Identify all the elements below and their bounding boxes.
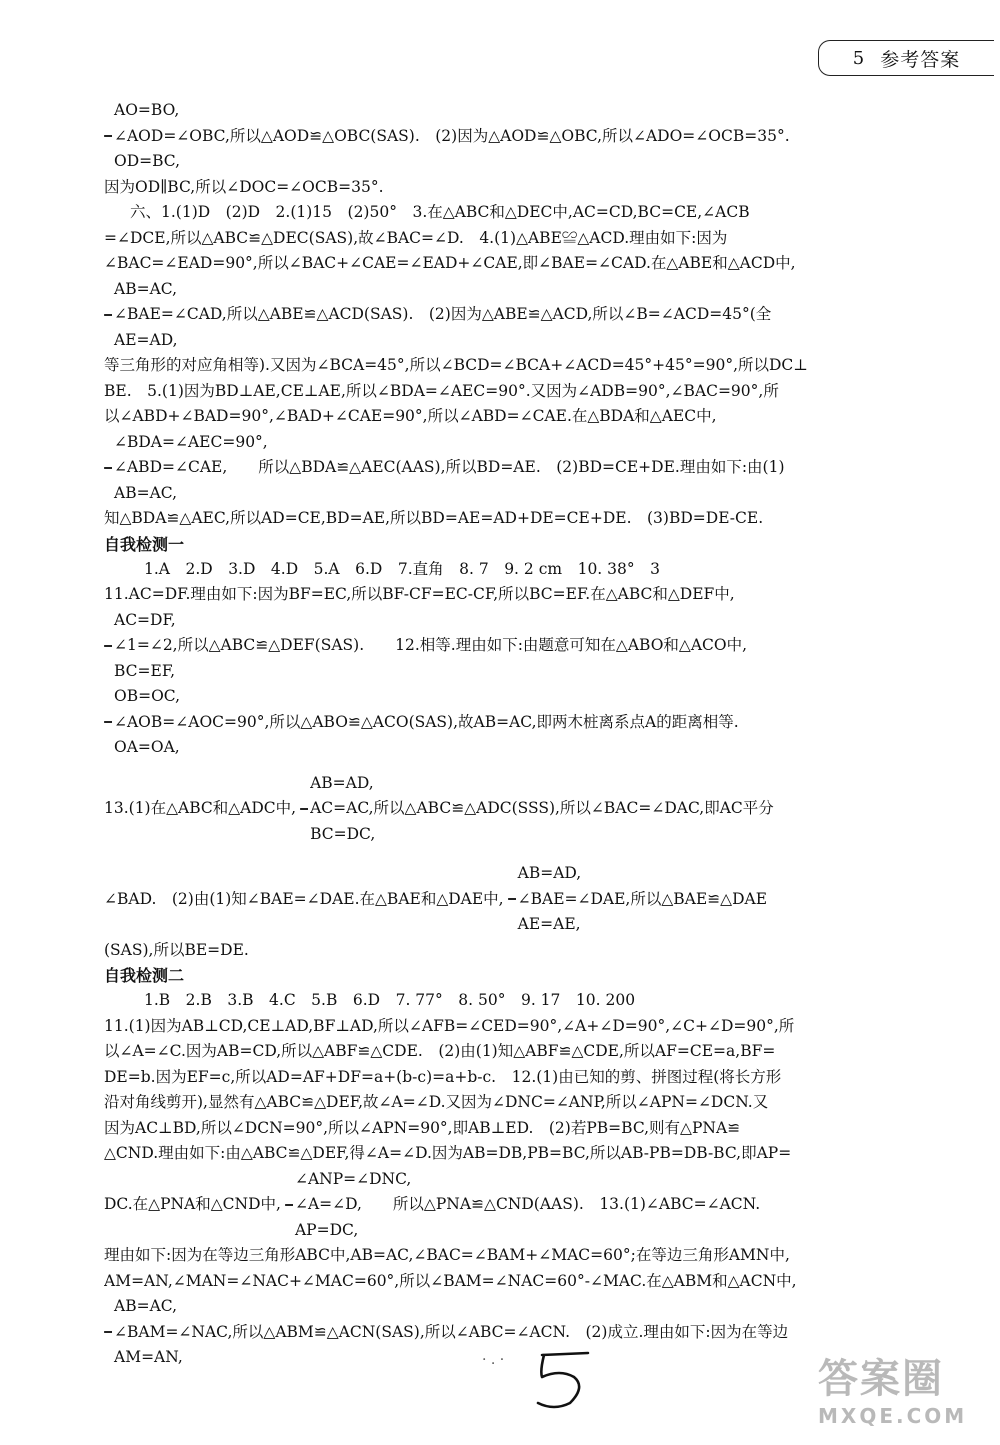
left-brace [285,1204,293,1206]
text-line: 11.(1)因为AB⊥CD,CE⊥AD,BF⊥AD,所以∠AFB=∠CED=90°,∠A+∠D=90°,∠C+∠D=90°,所 [104,1016,795,1035]
system-row: AE=AD, [114,330,178,349]
section-heading: 自我检测二 [104,966,185,985]
system-row: AC=AC,所以△ABC≌△ADC(SSS),所以∠BAC=∠DAC,即AC平分 [310,799,774,817]
system-row: ∠ABD=∠CAE, 所以△BDA≌△AEC(AAS),所以BD=AE. (2)BD=CE+DE.理由如下:由(1) [114,458,785,476]
system-row: OD=BC, [114,152,181,170]
left-brace [104,314,112,316]
system-prefix: DC.在△PNA和△CND中, [104,1195,281,1213]
system-row: ∠AOB=∠AOC=90°,所以△ABO≌△ACO(SAS),故AB=AC,即两木桩离系点A的距离相等. [114,712,739,731]
text-line: (SAS),所以BE=DE. [104,940,249,959]
section-heading: 自我检测一 [104,534,185,554]
system-row: AB=AD, [517,864,582,882]
text-line: 以∠ABD+∠BAD=90°,∠BAD+∠CAE=90°,所以∠ABD=∠CAE.在△BDA和△AEC中, [104,407,717,425]
system-row: ∠ANP=∠DNC, [294,1169,412,1188]
text-line: 知△BDA≌△AEC,所以AD=CE,BD=AE,所以BD=AE=AD+DE=CE+DE. (3)BD=DE-CE. [104,509,764,527]
system-row: AB=AC, [114,279,177,298]
left-brace [104,1331,112,1333]
system-row: ∠BAE=∠DAE,所以△BAE≌△DAE [517,889,768,908]
handwritten-page-number [530,1345,610,1415]
page-title: 参考答案 [880,48,961,71]
system-row: AB=AC, [114,1297,177,1315]
system-row: AB=AC, [114,483,177,502]
system-row: ∠BDA=∠AEC=90°, [114,432,268,451]
text-line: 1.A 2.D 3.D 4.D 5.A 6.D 7.直角 8. 7 9. 2 cm 10. 38° 3 [144,559,660,578]
system-prefix: ∠BAD. (2)由(1)知∠BAE=∠DAE.在△BAE和△DAE中, [104,889,504,908]
text-line: 沿对角线剪开),显然有△ABC≌△DEF,故∠A=∠D.又因为∠DNC=∠ANP,所以∠APN=∠DCN.又 [104,1093,769,1111]
system-row: AC=DF, [114,610,176,629]
left-brace [104,135,112,137]
system-row: BC=EF, [114,661,176,680]
system-row: ∠BAM=∠NAC,所以△ABM≌△ACN(SAS),所以∠ABC=∠ACN. (2)成立.理由如下:因为在等边 [114,1322,789,1341]
watermark-url: MXQE.COM [818,1404,968,1428]
text-line: 因为OD∥BC,所以∠DOC=∠OCB=35°. [104,177,384,196]
page-number: 5 [852,47,865,69]
system-row: AB=AD, [310,773,374,792]
equation-system [104,98,932,175]
text-line: 以∠A=∠C.因为AB=CD,所以△ABF≌△CDE. (2)由(1)知△ABF≌△CDE,所以AF=CE=a,BF= [104,1042,776,1060]
equation-system [104,430,932,507]
equation-system [104,1167,932,1244]
left-brace [508,898,516,900]
watermark [818,1355,988,1435]
text-line: ∠BAC=∠EAD=90°,所以∠BAC+∠CAE=∠EAD+∠CAE,即∠BAE=∠CAD.在△ABE和△ACD中, [104,254,796,272]
text-line: AM=AN,∠MAN=∠NAC+∠MAC=60°,所以∠BAM=∠NAC=60°-∠MAC.在△ABM和△ACN中, [104,1271,797,1290]
left-brace [104,645,112,647]
left-brace [300,808,308,810]
system-row: BC=DC, [310,824,376,843]
text-line: DE=b.因为EF=c,所以AD=AF+DF=a+(b-c)=a+b-c. 12.(1)由已知的剪、拼图过程(将长方形 [104,1067,782,1086]
left-brace [104,467,112,469]
text-line: 等三角形的对应角相等).又因为∠BCA=45°,所以∠BCD=∠BCA+∠ACD=45°+45°=90°,所以DC⊥ [104,356,808,374]
system-row: AO=BO, [114,101,180,119]
text-line: BE. 5.(1)因为BD⊥AE,CE⊥AE,所以∠BDA=∠AEC=90°.又因为∠ADB=90°,∠BAC=90°,所 [104,381,779,400]
system-prefix: 13.(1)在△ABC和△ADC中, [104,799,297,817]
text-line: =∠DCE,所以△ABC≌△DEC(SAS),故∠BAC=∠D. 4.(1)△ABE≌△ACD.理由如下:因为 [104,228,728,247]
system-row: AP=DC, [294,1220,359,1239]
equation-system [104,771,932,848]
text-line: 因为AC⊥BD,所以∠DCN=90°,所以∠APN=90°,即AB⊥ED. (2)若PB=BC,则有△PNA≌ [104,1118,741,1137]
system-row: OA=OA, [114,738,180,756]
system-row: ∠A=∠D, 所以△PNA≌△CND(AAS). 13.(1)∠ABC=∠ACN. [294,1195,761,1213]
text-line: 11.AC=DF.理由如下:因为BF=EC,所以BF-CF=EC-CF,所以BC=EF.在△ABC和△DEF中, [104,585,735,603]
system-row: AE=AE, [517,915,581,933]
scan-dots: · . · [482,1352,505,1368]
equation-system [104,277,932,354]
left-brace [104,721,112,723]
system-row: AM=AN, [114,1348,183,1366]
text-line: 六、1.(1)D (2)D 2.(1)15 (2)50° 3.在△ABC和△DEC中,AC=CD,BC=CE,∠ACB [130,203,750,221]
system-row: OB=OC, [114,687,181,705]
equation-system [104,684,932,761]
equation-system [104,861,932,938]
watermark-logo: 答案圈 [818,1356,944,1402]
equation-system [104,1294,932,1371]
system-row: ∠AOD=∠OBC,所以△AOD≌△OBC(SAS). (2)因为△AOD≌△OBC,所以∠ADO=∠OCB=35°. [114,126,790,145]
text-line: 理由如下:因为在等边三角形ABC中,AB=AC,∠BAC=∠BAM+∠MAC=60°;在等边三角形AMN中, [104,1246,790,1264]
answer-content [104,98,932,1371]
text-line: 1.B 2.B 3.B 4.C 5.B 6.D 7. 77° 8. 50° 9. 17 10. 200 [144,991,636,1009]
page-header [818,40,994,76]
system-row: ∠1=∠2,所以△ABC≌△DEF(SAS). 12.相等.理由如下:由题意可知在△ABO和△ACO中, [114,636,748,654]
system-row: ∠BAE=∠CAD,所以△ABE≌△ACD(SAS). (2)因为△ABE≌△ACD,所以∠B=∠ACD=45°(全 [114,305,772,323]
equation-system [104,608,932,685]
text-line: △CND.理由如下:由△ABC≌△DEF,得∠A=∠D.因为AB=DB,PB=BC,所以AB-PB=DB-BC,即AP= [104,1144,792,1162]
